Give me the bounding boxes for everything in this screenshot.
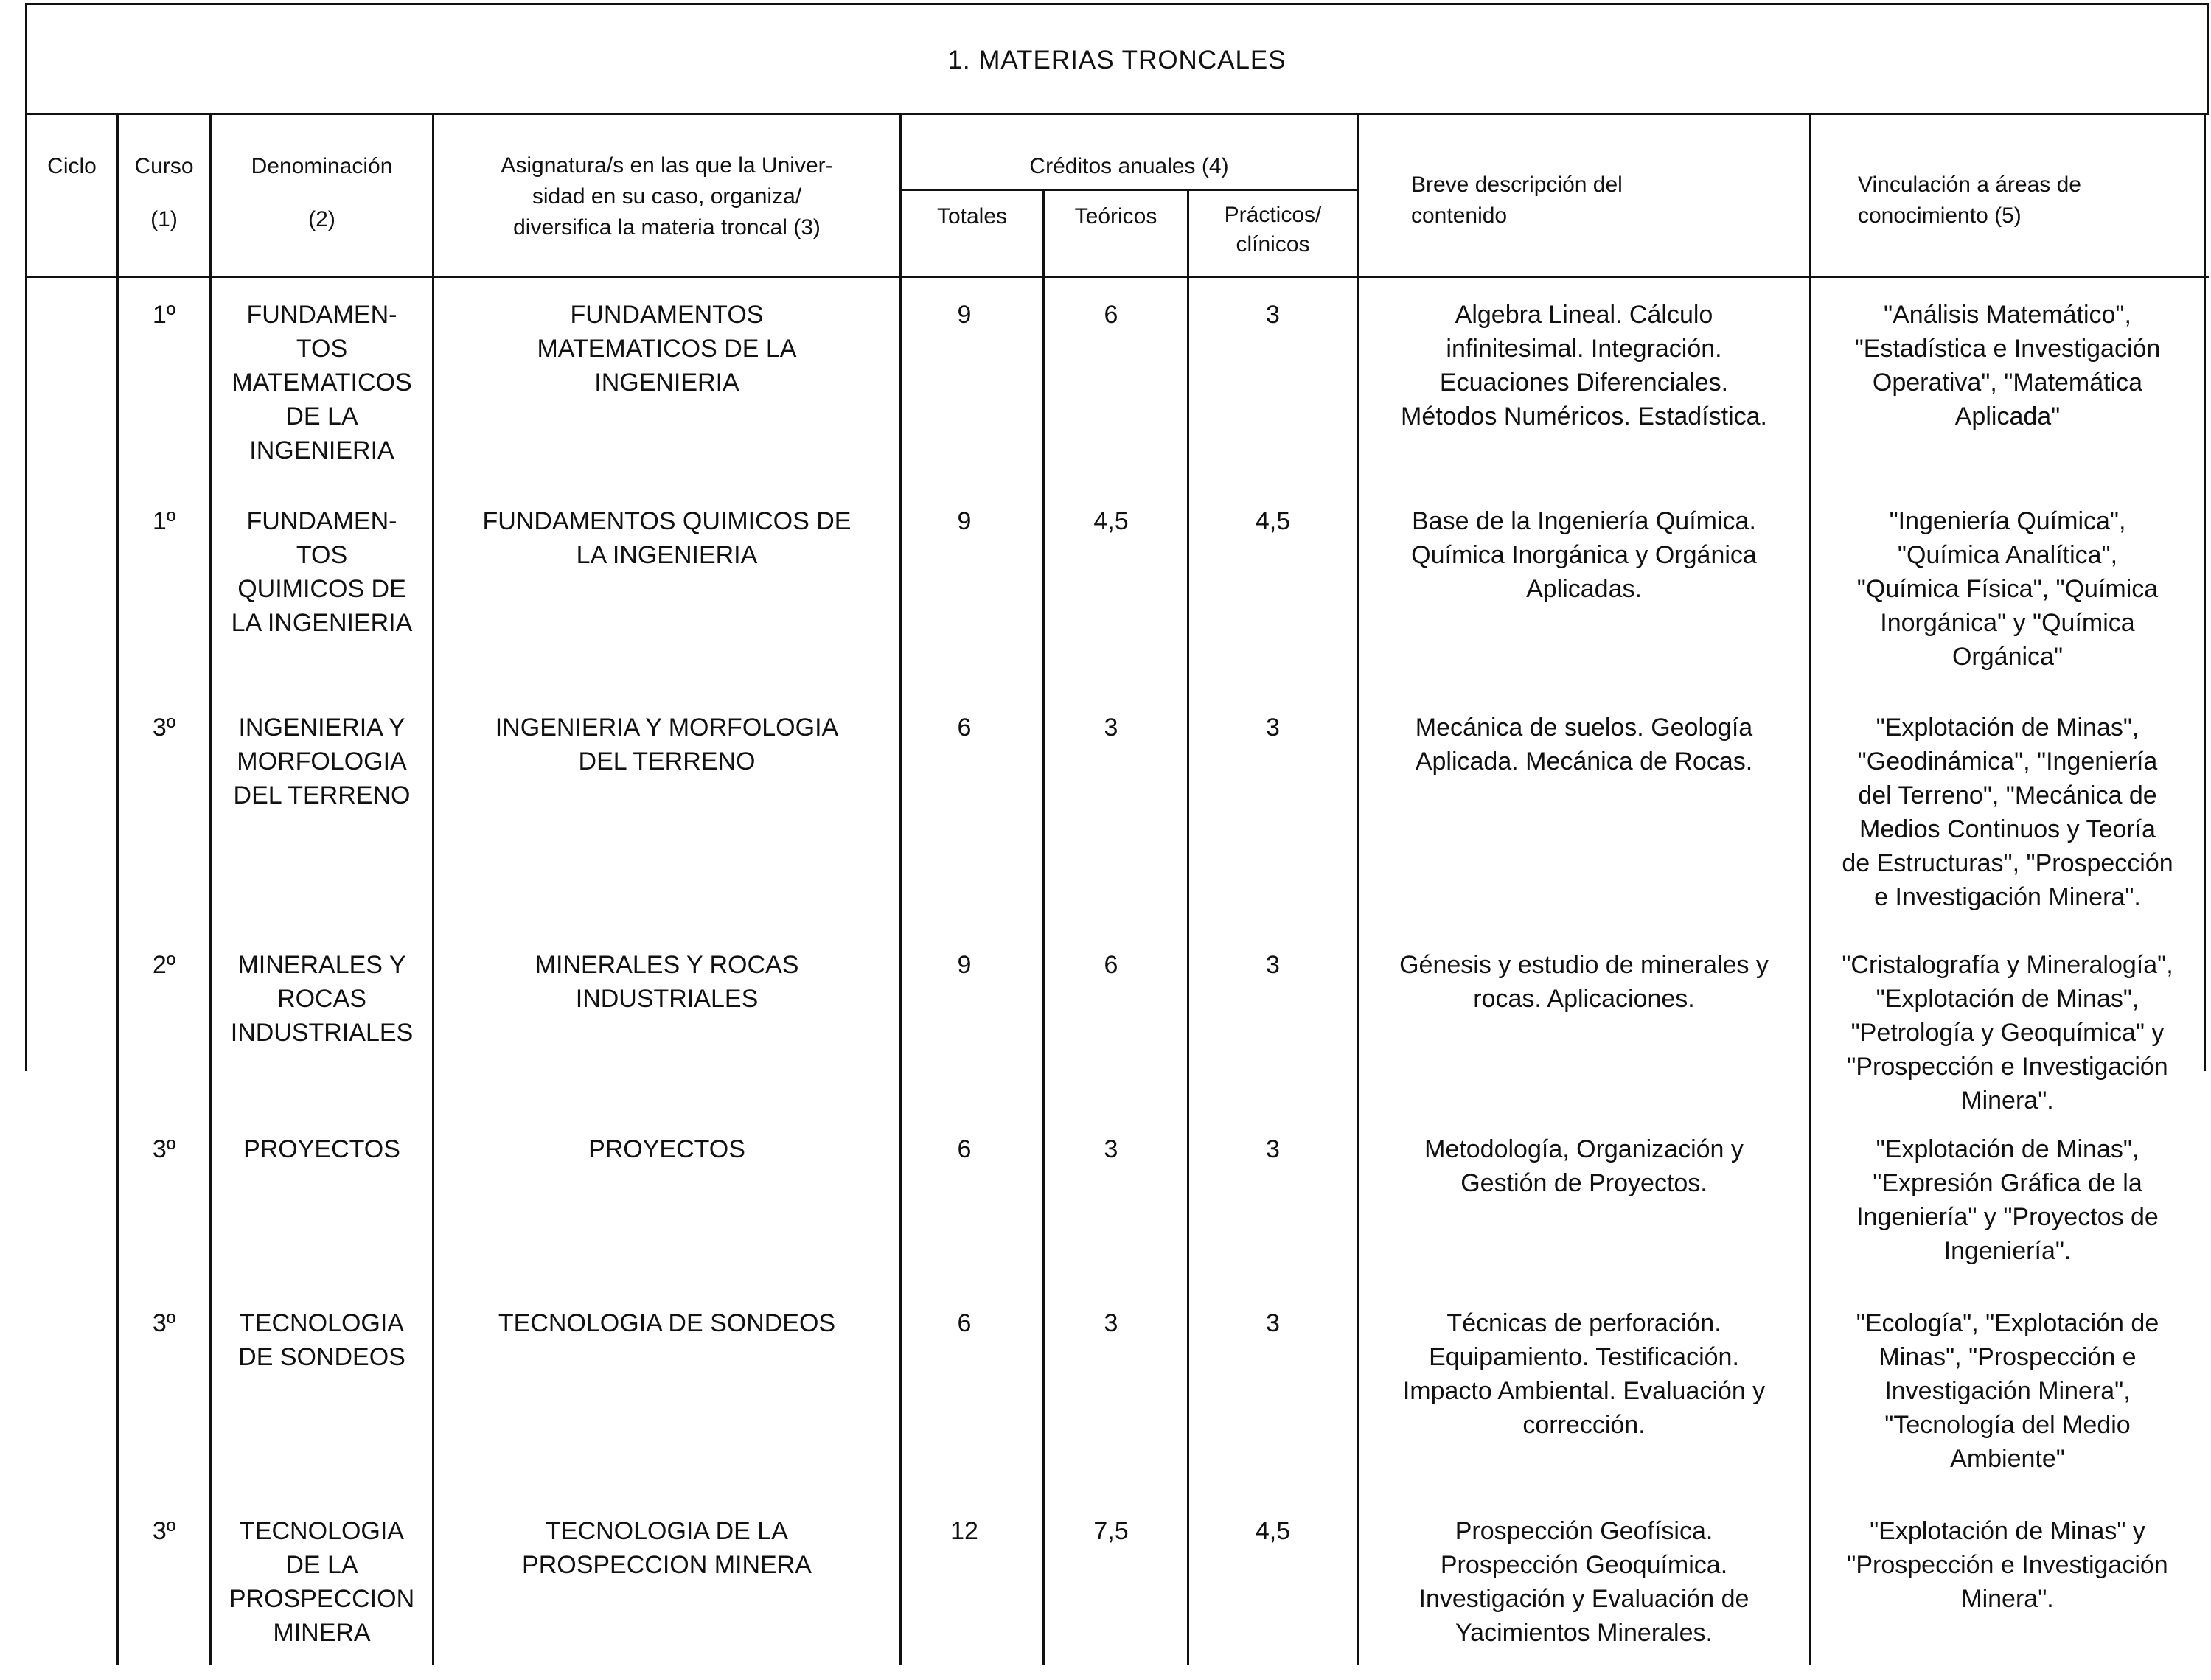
cell-totales	[902, 948, 1027, 982]
cell-asignatura	[434, 504, 899, 572]
cell-line: Gestión de Proyectos.	[1460, 1169, 1707, 1197]
materias-troncales-table	[25, 3, 2209, 1665]
cell-line: Investigación Minera",	[1884, 1377, 2131, 1405]
cell-descripcion	[1359, 1132, 1809, 1200]
cell-practicos	[1189, 711, 1357, 745]
cell-line: 3	[1104, 1135, 1118, 1163]
cell-asignatura	[434, 298, 899, 400]
cell-line: Técnicas de perforación.	[1446, 1309, 1721, 1337]
cell-line: DEL TERRENO	[233, 781, 411, 809]
cell-asignatura	[434, 1514, 899, 1582]
cell-line: rocas. Aplicaciones.	[1473, 985, 1695, 1013]
cell-line: "Explotación de Minas" y	[1870, 1517, 2145, 1545]
cell-line: "Petrología y Geoquímica" y	[1850, 1019, 2165, 1047]
cell-line: TECNOLOGIA	[240, 1517, 404, 1545]
cell-line: e Investigación Minera".	[1874, 883, 2141, 911]
cell-denominacion	[212, 298, 432, 467]
header-practicos	[1189, 201, 1357, 259]
cell-line: Base de la Ingeniería Química.	[1412, 507, 1756, 535]
cell-line: del Terreno", "Mecánica de	[1858, 781, 2157, 809]
header-asignaturas-line: sidad en su caso, organiza/	[532, 184, 802, 209]
cell-line: 6	[1104, 301, 1118, 329]
cell-line: DE SONDEOS	[238, 1343, 405, 1371]
header-denominacion-note: (2)	[308, 207, 335, 231]
cell-line: Ecuaciones Diferenciales.	[1439, 369, 1729, 397]
cell-line: "Explotación de Minas",	[1876, 1135, 2139, 1163]
header-curso: Curso	[134, 154, 194, 178]
header-asignaturas	[434, 150, 899, 243]
cell-line: Metodología, Organización y	[1424, 1135, 1744, 1163]
cell-vinculacion	[1811, 948, 2204, 1118]
cell-line: TECNOLOGIA DE SONDEOS	[498, 1309, 836, 1337]
cell-line: DE LA	[285, 1551, 358, 1579]
cell-descripcion	[1359, 948, 1809, 1016]
cell-curso	[119, 504, 209, 538]
cell-line: DE LA	[285, 402, 358, 431]
cell-line: INGENIERIA Y MORFOLOGIA	[495, 714, 839, 742]
rule-creditos	[899, 189, 1358, 191]
cell-line: 3º	[152, 1309, 176, 1337]
cell-line: 4,5	[1255, 507, 1291, 535]
cell-totales	[902, 1306, 1027, 1340]
cell-line: MINERALES Y	[237, 951, 406, 979]
cell-line: 3	[1104, 1309, 1118, 1337]
cell-line: Impacto Ambiental. Evaluación y	[1402, 1377, 1766, 1405]
cell-line: 9	[957, 507, 972, 535]
cell-line: Yacimientos Minerales.	[1455, 1619, 1713, 1647]
cell-curso	[119, 1132, 209, 1166]
cell-vinculacion	[1811, 1514, 2204, 1616]
cell-line: Algebra Lineal. Cálculo	[1455, 301, 1713, 329]
rule-title-bottom	[25, 113, 2209, 115]
header-descripcion	[1411, 170, 1802, 231]
cell-line: "Estadística e Investigación	[1854, 335, 2161, 363]
cell-line: Química Inorgánica y Orgánica	[1411, 541, 1757, 569]
cell-line: MINERALES Y ROCAS	[535, 951, 799, 979]
cell-line: 3	[1266, 714, 1280, 742]
cell-line: PROYECTOS	[243, 1135, 400, 1163]
cell-line: infinitesimal. Integración.	[1446, 335, 1722, 363]
header-vinculacion-line: conocimiento (5)	[1858, 203, 2022, 228]
cell-line: QUIMICOS DE	[237, 575, 406, 603]
cell-denominacion	[212, 1306, 432, 1374]
cell-line: Ingeniería" y "Proyectos de	[1856, 1203, 2159, 1231]
cell-line: "Química Analítica",	[1897, 541, 2118, 569]
cell-line: "Explotación de Minas",	[1876, 985, 2139, 1013]
cell-totales	[902, 1132, 1027, 1166]
cell-line: MATEMATICOS	[231, 369, 412, 397]
cell-line: 3	[1266, 301, 1280, 329]
header-teoricos: Teóricos	[1074, 204, 1157, 229]
cell-practicos	[1189, 1132, 1357, 1166]
cell-totales	[902, 504, 1027, 538]
cell-line: 3º	[152, 1517, 176, 1545]
col-sep-4	[899, 113, 902, 1665]
cell-vinculacion	[1811, 298, 2204, 433]
cell-line: TECNOLOGIA	[240, 1309, 404, 1337]
cell-line: Aplicada"	[1954, 402, 2061, 431]
header-descripcion-line: contenido	[1411, 203, 1508, 228]
cell-line: TOS	[296, 541, 348, 569]
cell-teoricos	[1045, 1132, 1177, 1166]
cell-curso	[119, 298, 209, 332]
cell-asignatura	[434, 1306, 899, 1340]
cell-curso	[119, 1306, 209, 1340]
cell-line: 6	[1104, 951, 1118, 979]
cell-teoricos	[1045, 1306, 1177, 1340]
cell-line: LA INGENIERIA	[576, 541, 758, 569]
cell-line: 3º	[152, 714, 176, 742]
cell-line: DEL TERRENO	[578, 747, 756, 775]
cell-curso	[119, 1514, 209, 1548]
header-vinculacion	[1858, 170, 2204, 231]
cell-line: 3º	[152, 1135, 176, 1163]
cell-line: 3	[1104, 714, 1118, 742]
cell-practicos	[1189, 1514, 1357, 1548]
cell-line: "Cristalografía y Mineralogía",	[1842, 951, 2173, 979]
cell-line: Minera".	[1961, 1087, 2054, 1115]
header-ciclo: Ciclo	[47, 154, 97, 178]
cell-line: Minas", "Prospección e	[1879, 1343, 2137, 1371]
cell-line: INDUSTRIALES	[230, 1019, 414, 1047]
header-practicos-line: Prácticos/	[1224, 203, 1322, 227]
cell-line: INGENIERIA	[249, 436, 394, 464]
cell-practicos	[1189, 948, 1357, 982]
cell-line: "Ingeniería Química",	[1889, 507, 2126, 535]
cell-teoricos	[1045, 298, 1177, 332]
col-sep-5	[1042, 189, 1045, 1665]
col-sep-6	[1187, 189, 1189, 1665]
cell-line: Génesis y estudio de minerales y	[1399, 951, 1769, 979]
cell-asignatura	[434, 948, 899, 1016]
cell-asignatura	[434, 1132, 899, 1166]
cell-asignatura	[434, 711, 899, 778]
cell-totales	[902, 711, 1027, 745]
cell-curso	[119, 948, 209, 982]
cell-totales	[902, 298, 1027, 332]
cell-curso	[119, 711, 209, 745]
cell-line: 3	[1266, 951, 1280, 979]
rule-left	[25, 113, 27, 1071]
cell-practicos	[1189, 504, 1357, 538]
cell-line: "Prospección e Investigación	[1847, 1551, 2168, 1579]
cell-line: Operativa", "Matemática	[1872, 369, 2143, 397]
cell-line: 6	[957, 1135, 972, 1163]
cell-line: "Análisis Matemático",	[1884, 301, 2131, 329]
cell-denominacion	[212, 1132, 432, 1166]
header-asignaturas-line: diversifica la materia troncal (3)	[513, 215, 821, 240]
cell-line: PROYECTOS	[588, 1135, 745, 1163]
cell-line: TOS	[296, 335, 348, 363]
cell-line: 1º	[152, 507, 176, 535]
cell-line: 3	[1266, 1309, 1280, 1337]
cell-line: Medios Continuos y Teoría	[1859, 815, 2156, 843]
cell-line: 3	[1266, 1135, 1280, 1163]
cell-teoricos	[1045, 1514, 1177, 1548]
cell-line: FUNDAMEN-	[246, 507, 397, 535]
cell-line: FUNDAMENTOS	[570, 301, 764, 329]
cell-line: TECNOLOGIA DE LA	[546, 1517, 788, 1545]
cell-line: "Explotación de Minas",	[1876, 714, 2139, 742]
cell-line: Investigación y Evaluación de	[1418, 1585, 1749, 1613]
cell-practicos	[1189, 1306, 1357, 1340]
cell-line: PROSPECCION MINERA	[522, 1551, 812, 1579]
cell-line: 7,5	[1093, 1517, 1129, 1545]
cell-line: "Geodinámica", "Ingeniería	[1857, 747, 2158, 775]
cell-line: "Química Física", "Química	[1856, 575, 2159, 603]
cell-line: Ambiente"	[1950, 1445, 2065, 1473]
cell-line: 9	[957, 951, 972, 979]
cell-line: PROSPECCION	[229, 1585, 415, 1613]
cell-line: corrección.	[1522, 1411, 1646, 1439]
cell-line: "Prospección e Investigación	[1847, 1053, 2168, 1081]
header-curso-note: (1)	[150, 207, 178, 231]
cell-teoricos	[1045, 504, 1177, 538]
cell-line: FUNDAMEN-	[246, 301, 397, 329]
header-denominacion: Denominación	[251, 154, 393, 178]
cell-line: MINERA	[273, 1619, 371, 1647]
cell-line: 12	[950, 1517, 978, 1545]
cell-line: Inorgánica" y "Química	[1880, 609, 2135, 637]
cell-line: 2º	[152, 951, 176, 979]
cell-vinculacion	[1811, 1132, 2204, 1268]
cell-denominacion	[212, 711, 432, 812]
header-vinculacion-line: Vinculación a áreas de	[1858, 172, 2081, 197]
cell-line: MORFOLOGIA	[237, 747, 407, 775]
cell-totales	[902, 1514, 1027, 1548]
table-title: 1. MATERIAS TRONCALES	[947, 46, 1286, 74]
cell-line: INGENIERIA Y	[238, 714, 405, 742]
cell-line: ROCAS	[277, 985, 366, 1013]
cell-line: Minera".	[1961, 1585, 2054, 1613]
rule-right	[2204, 113, 2206, 1071]
cell-practicos	[1189, 298, 1357, 332]
cell-descripcion	[1359, 711, 1809, 778]
cell-descripcion	[1359, 1514, 1809, 1650]
cell-line: Orgánica"	[1951, 643, 2064, 671]
cell-line: Aplicada. Mecánica de Rocas.	[1415, 747, 1753, 775]
cell-vinculacion	[1811, 711, 2204, 914]
header-practicos-line: clínicos	[1236, 232, 1310, 257]
cell-line: INGENIERIA	[594, 369, 739, 397]
cell-vinculacion	[1811, 504, 2204, 674]
cell-vinculacion	[1811, 1306, 2204, 1476]
cell-teoricos	[1045, 711, 1177, 745]
cell-teoricos	[1045, 948, 1177, 982]
cell-line: "Tecnología del Medio	[1884, 1411, 2131, 1439]
cell-denominacion	[212, 948, 432, 1050]
cell-line: 1º	[152, 301, 176, 329]
cell-descripcion	[1359, 1306, 1809, 1442]
cell-descripcion	[1359, 298, 1809, 433]
cell-line: 6	[957, 1309, 972, 1337]
cell-line: Ingeniería".	[1943, 1237, 2072, 1265]
cell-line: 6	[957, 714, 972, 742]
cell-line: FUNDAMENTOS QUIMICOS DE	[482, 507, 852, 535]
cell-denominacion	[212, 1514, 432, 1650]
header-totales: Totales	[936, 204, 1008, 229]
cell-line: Aplicadas.	[1526, 575, 1642, 603]
cell-line: INDUSTRIALES	[575, 985, 759, 1013]
cell-line: LA INGENIERIA	[231, 609, 413, 637]
cell-line: Métodos Numéricos. Estadística.	[1401, 402, 1767, 431]
cell-line: "Ecología", "Explotación de	[1856, 1309, 2159, 1337]
cell-line: Equipamiento. Testificación.	[1429, 1343, 1739, 1371]
cell-line: MATEMATICOS DE LA	[537, 335, 797, 363]
cell-denominacion	[212, 504, 432, 640]
cell-line: 4,5	[1093, 507, 1129, 535]
cell-line: 4,5	[1255, 1517, 1291, 1545]
cell-line: Mecánica de suelos. Geología	[1415, 714, 1753, 742]
cell-line: de Estructuras", "Prospección	[1842, 849, 2173, 877]
rule-top	[25, 3, 2209, 5]
cell-line: 9	[957, 301, 972, 329]
header-descripcion-line: Breve descripción del	[1411, 172, 1623, 197]
cell-descripcion	[1359, 504, 1809, 606]
cell-line: "Expresión Gráfica de la	[1873, 1169, 2142, 1197]
cell-line: Prospección Geofísica.	[1455, 1517, 1713, 1545]
header-asignaturas-line: Asignatura/s en las que la Univer-	[501, 153, 833, 178]
col-sep-1	[116, 113, 119, 1665]
cell-line: Prospección Geoquímica.	[1440, 1551, 1728, 1579]
header-creditos: Créditos anuales (4)	[1029, 154, 1229, 178]
rule-header-bottom	[25, 276, 2209, 278]
